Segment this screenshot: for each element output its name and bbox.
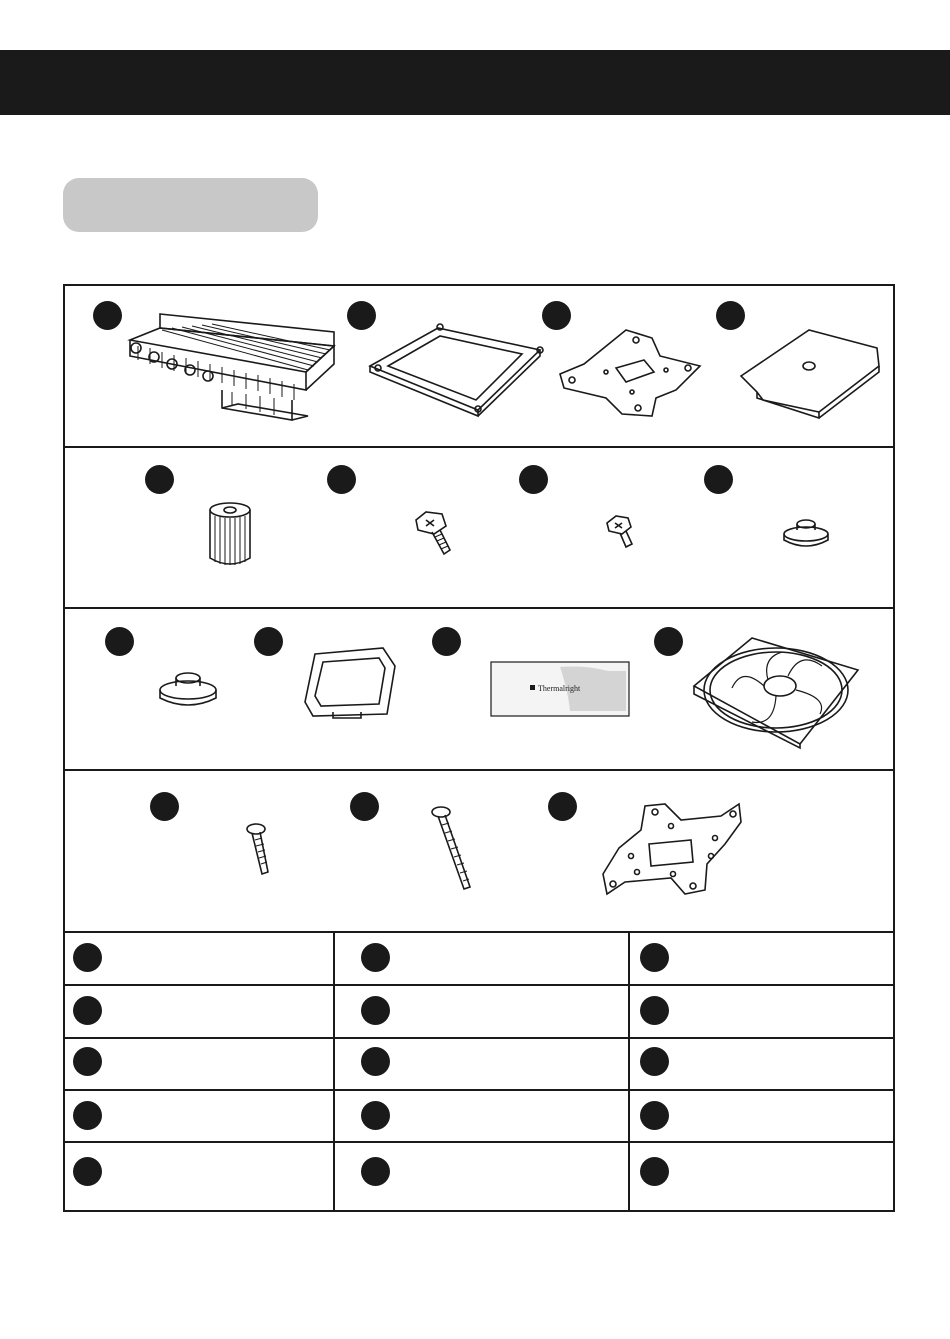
legend-marker — [361, 1157, 390, 1186]
legend-marker — [73, 1047, 102, 1076]
backplate-frame-icon — [368, 318, 548, 418]
legend-marker — [640, 996, 669, 1025]
rubber-washer-small-icon — [782, 516, 830, 550]
legend-marker — [361, 996, 390, 1025]
row-divider — [65, 984, 893, 986]
legend-marker — [640, 1157, 669, 1186]
section-title-pill — [63, 178, 318, 232]
row-divider — [65, 1141, 893, 1143]
row-divider — [65, 607, 893, 609]
item-marker — [548, 792, 577, 821]
long-screw-icon — [430, 805, 478, 891]
screw-small-icon — [604, 513, 636, 551]
item-marker — [654, 627, 683, 656]
heatsink-icon — [122, 312, 340, 422]
item-marker — [327, 465, 356, 494]
plastic-frame-icon — [303, 646, 398, 718]
rubber-washer-large-icon — [158, 668, 218, 710]
row-divider — [65, 1037, 893, 1039]
base-plate-icon — [739, 328, 884, 418]
legend-marker — [73, 943, 102, 972]
legend-marker — [73, 996, 102, 1025]
item-marker — [704, 465, 733, 494]
screw-large-icon — [412, 508, 454, 558]
paste-brand-label: Thermalright — [538, 684, 581, 693]
column-divider — [333, 931, 335, 1212]
item-marker — [519, 465, 548, 494]
item-marker — [716, 301, 745, 330]
parts-list-box — [63, 284, 895, 1212]
item-marker — [93, 301, 122, 330]
item-marker — [542, 301, 571, 330]
legend-marker — [361, 1101, 390, 1130]
item-marker — [145, 465, 174, 494]
item-marker — [150, 792, 179, 821]
column-divider — [628, 931, 630, 1212]
legend-marker — [73, 1101, 102, 1130]
legend-marker — [640, 943, 669, 972]
row-divider — [65, 931, 893, 933]
backplate-icon — [601, 802, 743, 896]
item-marker — [254, 627, 283, 656]
legend-marker — [640, 1047, 669, 1076]
legend-marker — [73, 1157, 102, 1186]
fan-icon — [692, 636, 860, 748]
row-divider — [65, 1089, 893, 1091]
row-divider — [65, 446, 893, 448]
item-marker — [105, 627, 134, 656]
item-marker — [432, 627, 461, 656]
mounting-bracket-icon — [556, 328, 706, 418]
short-screw-icon — [244, 822, 274, 876]
thermal-paste-icon — [490, 661, 630, 717]
item-marker — [350, 792, 379, 821]
legend-marker — [361, 943, 390, 972]
legend-marker — [361, 1047, 390, 1076]
standoff-nut-icon — [205, 500, 255, 568]
row-divider — [65, 769, 893, 771]
header-bar — [0, 50, 950, 115]
legend-marker — [640, 1101, 669, 1130]
